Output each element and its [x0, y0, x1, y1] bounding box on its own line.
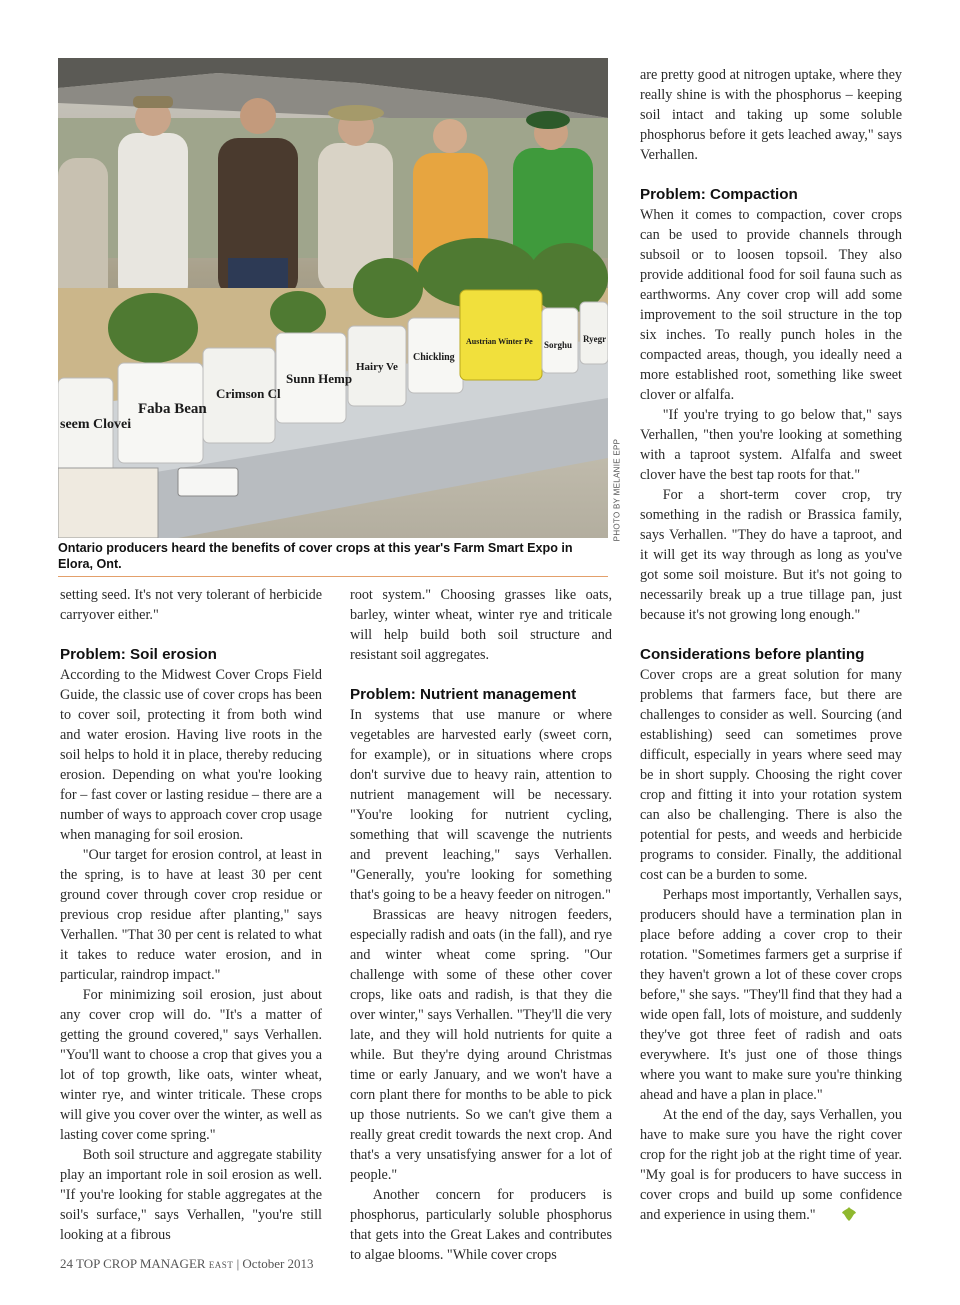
magazine-edition: EAST [208, 1260, 234, 1270]
bucket-label-3: Sunn Hemp [286, 371, 353, 386]
photo-credit-text: PHOTO BY MELANIE EPP [612, 438, 622, 542]
bucket-label-1: Faba Bean [138, 401, 207, 417]
paragraph: For minimizing soil erosion, just about any cover crop will do. "It's a matter of getting the ground covered," says Verhallen. "You'll want to choose a crop that gives you a lot of top growth, like oats, winter wheat, winter rye, and winter triticale. These crops will give you cover over the winter, as well as lasting cover come spring." [60, 987, 322, 1143]
paragraph: root system." Choosing grasses like oats, barley, winter wheat, winter rye and triticale will help build both soil structure and resistant soil aggregates. [350, 587, 612, 663]
bucket-label-4: Hairy Ve [356, 361, 398, 373]
section-heading-nutrient-management: Problem: Nutrient management [350, 686, 577, 703]
paragraph: Cover crops are a great solution for many problems that farmers face, but there are challenges to consider as well. Sourcing (and establishing) seed can sometimes prove difficult, especially in years where seed may be in short supply. Choosing the right cover crop and fitting it into your rotation system can also be challenging. There is also the potential for pests, and weeds and herbicide programs to consider. Finally, the additional cost can be a burden to some. [640, 667, 902, 883]
paragraph: are pretty good at nitrogen uptake, where they really shine is with the phosphorus – keeping soil intact and taking up some soluble phosphorus before it gets leached away," says Verhallen. [640, 67, 902, 163]
leaf-icon [819, 1206, 858, 1228]
bucket-label-6: Austrian Winter Pe [466, 337, 533, 346]
section-heading-compaction: Problem: Compaction [640, 186, 798, 203]
paragraph: "Our target for erosion control, at least in the spring, is to have at least 30 per cent ground cover through cover crop residue or previous crop residue after planting," says Verhallen. "That 30 per cent is related to what it takes to reduce water erosion, and in particular, raindrop impact." [60, 847, 322, 983]
section-heading-soil-erosion: Problem: Soil erosion [60, 646, 217, 663]
section-heading-considerations: Considerations before planting [640, 646, 865, 663]
footer-separator: | [236, 1256, 240, 1271]
bucket-label-0: seem Clovei [60, 417, 132, 432]
paragraph: "If you're trying to go below that," says Verhallen, "then you're looking at something with a taproot system. Alfalfa and sweet clover have the best tap roots for that." [640, 407, 902, 483]
page-footer [60, 1256, 314, 1272]
photo-caption: Ontario producers heard the benefits of cover crops at this year's Farm Smart Expo in Elora, Ont. [58, 541, 573, 571]
final-paragraph-text: At the end of the day, says Verhallen, you have to make sure you have the right cover crop for the right job at the right time of year. "My goal is for producers to have success in cover crops and build up some confidence and experience in using them." [640, 1107, 902, 1223]
paragraph: In systems that use manure or where vegetables are harvested early (sweet corn, for example), or in situations where crops don't survive due to heavy rain, attention to nutrient management will be necessary. "You're looking for nutrient cycling, something that will scavenge the nutrients and prevent leaching," says Verhallen. "Generally, you're looking for something that's going to be a heavy feeder on nitrogen." [350, 707, 612, 903]
paragraph: Another concern for producers is phosphorus, particularly soluble phosphorus that gets into the Great Lakes and contributes to algae blooms. "While cover crops [350, 1187, 612, 1263]
article-column-2 [350, 585, 612, 1265]
caption-divider [58, 576, 608, 577]
final-paragraph [640, 1105, 902, 1228]
photo-credit [608, 440, 626, 540]
article-column-3 [640, 65, 902, 1228]
magazine-name: TOP CROP MANAGER [76, 1256, 206, 1271]
paragraph: Brassicas are heavy nitrogen feeders, especially radish and oats (in the fall), and rye and winter wheat come spring. "Our challenge with some of these other cover crops, like oats and radish, is that they die over winter," says Verhallen. "They'll die very late, and they will hold nutrients for quite a while. But they're dying around Christmas time or early January, and we won't have a corn plant there for months to be able to pick up those nutrients. So we can't give them a really great credit towards the next crop. And that's a very unsatisfying answer for a lot of people." [350, 907, 612, 1183]
issue-date: October 2013 [242, 1256, 314, 1271]
paragraph: setting seed. It's not very tolerant of herbicide carryover either." [60, 587, 322, 623]
page-number: 24 [60, 1256, 73, 1271]
bucket-label-8: Ryegr [583, 334, 607, 344]
paragraph: For a short-term cover crop, try something in the radish or Brassica family, says Verhallen. "They do have a taproot, and it will get its way through as long as you've got some soil moisture. But it's not going to necessarily break up a true tillage pan, just because it's not growing long enough." [640, 487, 902, 623]
bucket-label-7: Sorghu [544, 340, 573, 350]
bucket-label-2: Crimson Cl [216, 386, 281, 401]
paragraph: According to the Midwest Cover Crops Field Guide, the classic use of cover crops has been to cover soil, protecting it from both wind and water erosion. Having live roots in the soil helps to hold it in place, thereby reducing erosion. Depending on what you're looking for – fast cover or lasting residue – there are a number of ways to approach cover crop usage when managing for soil erosion. [60, 667, 322, 843]
bucket-label-5: Chickling [413, 352, 455, 363]
article-column-1 [60, 585, 322, 1245]
paragraph: When it comes to compaction, cover crops can be used to provide channels through subsoil or to loosen topsoil. They also provide additional food for soil fauna such as earthworms. Any cover crop will add some improvement to the soil structure in the top six inches. To really punch holes in the compacted areas, though, you ideally need a more established root, something like sweet clover or alfalfa. [640, 207, 902, 403]
cover-crop-photo [58, 58, 608, 538]
paragraph: Both soil structure and aggregate stability play an important role in soil erosion as well. "If you're looking for stable aggregates at the soil's surface," says Verhallen, "you're still looking at a fibrous [60, 1147, 322, 1243]
paragraph: Perhaps most importantly, Verhallen says, producers should have a termination plan in place before adding a cover crop to their rotation. "Sometimes farmers get a surprise if they haven't grown a lot of these cover crops before," she says. "They'll find that they had a wide open fall, lots of moisture, and suddenly they've got three feet of radish and oats everywhere. It's just one of those things where you want to make sure you're thinking ahead and have a plan in place." [640, 887, 902, 1103]
